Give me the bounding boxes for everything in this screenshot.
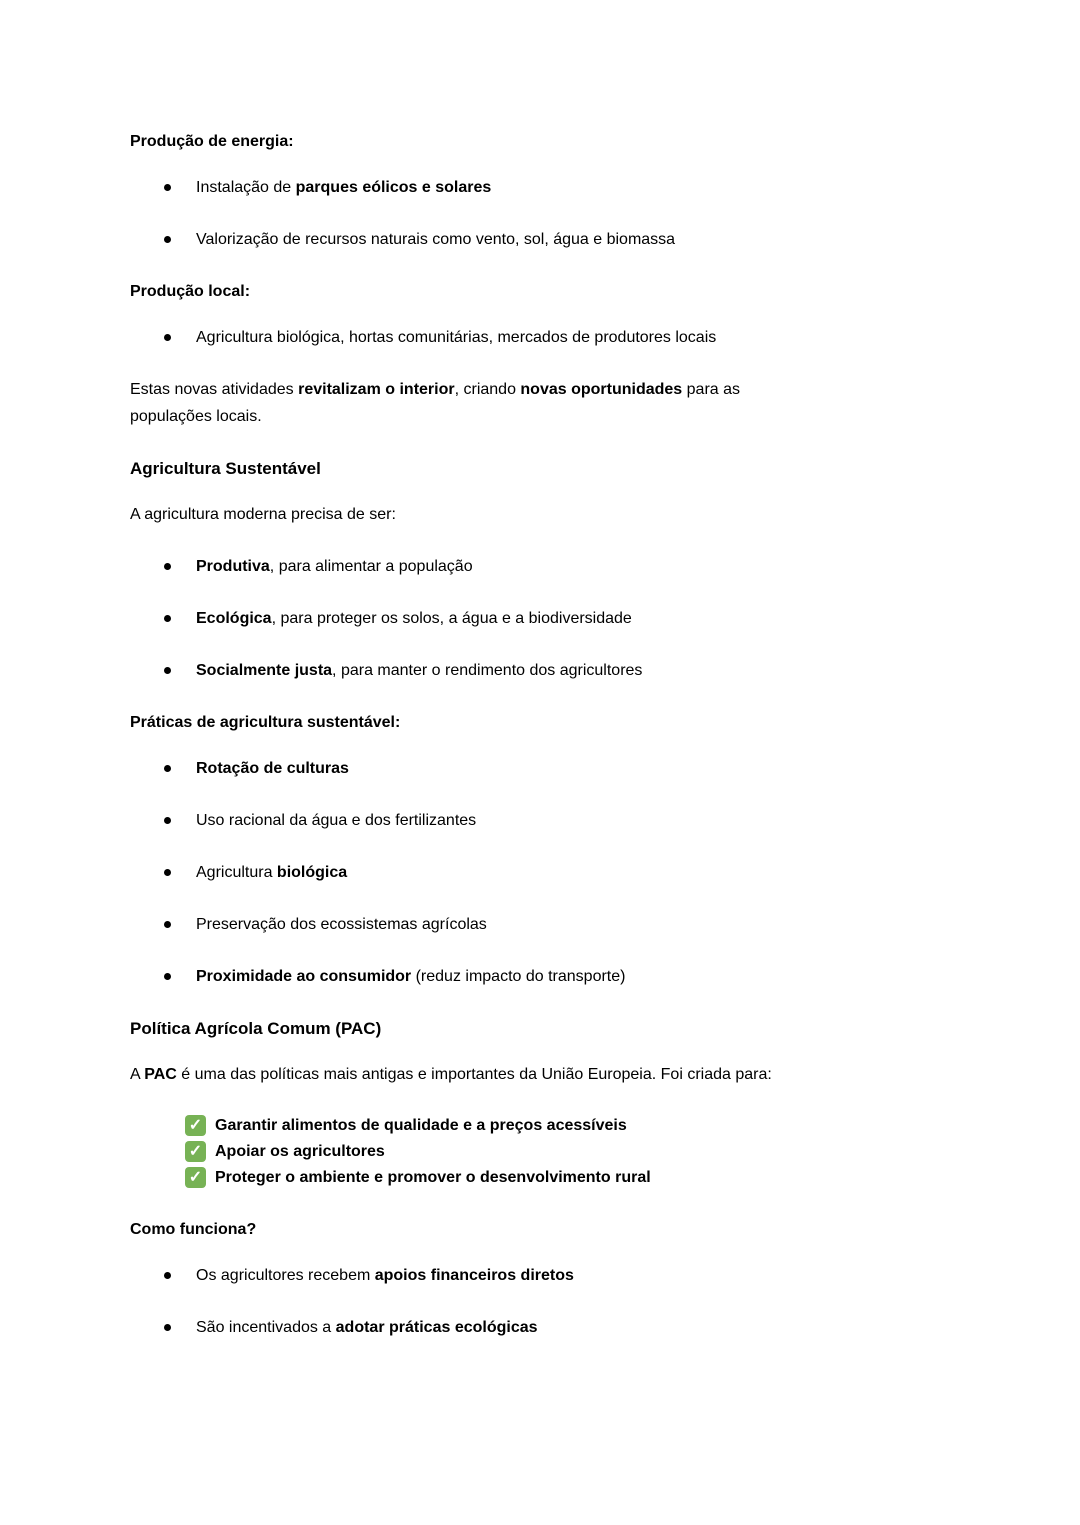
bullet-text: [196, 174, 988, 201]
bullet-instalacao-parques: [130, 174, 988, 201]
bullet-text: [196, 755, 988, 782]
text-run: A: [130, 1066, 145, 1083]
text-run: Produção local:: [130, 283, 251, 300]
text-run: Estas novas atividades: [130, 381, 299, 398]
text-run: adotar práticas ecológicas: [335, 1319, 538, 1336]
bullet-agricultura-biologica-hortas: [130, 324, 988, 351]
bullet-socialmente-justa: [130, 657, 988, 684]
text-run: biológica: [276, 864, 348, 881]
text-run: Ecológica: [196, 610, 272, 627]
bullet-text: [196, 657, 988, 684]
bullet-dot-icon: [164, 334, 171, 341]
check-list-item: [185, 1165, 988, 1191]
bullet-praticas-ecologicas: [130, 1314, 988, 1341]
heading-producao-local: [130, 278, 988, 305]
check-list-item: [185, 1139, 988, 1165]
text-run: Proximidade ao consumidor: [196, 968, 412, 985]
check-item-text: Apoiar os agricultores: [215, 1143, 385, 1160]
text-run: parques eólicos e solares: [295, 179, 492, 196]
text-run: Socialmente justa: [196, 662, 333, 679]
heading-producao-de-energia: [130, 128, 988, 155]
text-run: Uso racional da água e dos fertilizantes: [196, 812, 477, 829]
bullet-preservacao-ecossistemas: [130, 911, 988, 938]
heading-agricultura-sustentavel: [130, 455, 988, 482]
text-run: Agricultura biológica, hortas comunitárias, mercados de produtores locais: [196, 329, 717, 346]
text-run: , para alimentar a população: [269, 558, 473, 575]
check-item-text: Proteger o ambiente e promover o desenvolvimento rural: [215, 1169, 651, 1186]
text-run: Como funciona?: [130, 1221, 257, 1238]
bullet-dot-icon: [164, 1272, 171, 1279]
text-run: Instalação de: [196, 179, 296, 196]
heading-praticas-agricultura-sustentavel: [130, 709, 988, 736]
text-run: Os agricultores recebem: [196, 1267, 375, 1284]
text-run: revitalizam o interior: [298, 381, 455, 398]
paragraph-agricultura-moderna: [130, 501, 988, 528]
bullet-text: [196, 911, 988, 938]
text-run: , criando: [454, 381, 521, 398]
text-run: Política Agrícola Comum (PAC): [130, 1019, 382, 1038]
text-run: , para proteger os solos, a água e a biodiversidade: [271, 610, 632, 627]
paragraph-a-pac: [130, 1061, 988, 1088]
bullet-dot-icon: [164, 236, 171, 243]
bullet-produtiva: [130, 553, 988, 580]
text-run: , para manter o rendimento dos agricultores: [332, 662, 643, 679]
text-run: Preservação dos ecossistemas agrícolas: [196, 916, 487, 933]
bullet-dot-icon: [164, 667, 171, 674]
text-run: Valorização de recursos naturais como vento, sol, água e biomassa: [196, 231, 676, 248]
bullet-dot-icon: [164, 921, 171, 928]
text-run: Práticas de agricultura sustentável:: [130, 714, 401, 731]
text-run: (reduz impacto do transporte): [411, 968, 626, 985]
bullet-text: [196, 553, 988, 580]
bullet-text: [196, 1314, 988, 1341]
bullet-dot-icon: [164, 184, 171, 191]
heading-como-funciona: [130, 1216, 988, 1243]
text-run: PAC: [144, 1066, 177, 1083]
bullet-rotacao-culturas: [130, 755, 988, 782]
text-run: Rotação de culturas: [196, 760, 349, 777]
paragraph-estas-novas-atividades: [130, 376, 988, 430]
check-mark-button-icon: ✓: [185, 1115, 206, 1136]
check-list-item: [185, 1113, 988, 1139]
bullet-uso-racional-agua: [130, 807, 988, 834]
text-run: para as: [682, 381, 741, 398]
bullet-dot-icon: [164, 817, 171, 824]
bullet-dot-icon: [164, 973, 171, 980]
bullet-text: [196, 226, 988, 253]
text-run: Produtiva: [196, 558, 270, 575]
document-content: [130, 128, 988, 1341]
check-list-objetivos-pac: [130, 1113, 988, 1191]
text-run: é uma das políticas mais antigas e importantes da União Europeia. Foi criada para:: [176, 1066, 772, 1083]
bullet-text: [196, 324, 988, 351]
bullet-text: [196, 1262, 988, 1289]
bullet-dot-icon: [164, 615, 171, 622]
bullet-dot-icon: [164, 563, 171, 570]
bullet-ecologica: [130, 605, 988, 632]
text-run: Agricultura Sustentável: [130, 459, 321, 478]
bullet-dot-icon: [164, 869, 171, 876]
bullet-apoios-financeiros: [130, 1262, 988, 1289]
heading-politica-agricola-comum: [130, 1015, 988, 1042]
text-run: novas oportunidades: [520, 381, 683, 398]
bullet-text: [196, 605, 988, 632]
bullet-text: [196, 859, 988, 886]
bullet-dot-icon: [164, 1324, 171, 1331]
text-run: Produção de energia:: [130, 133, 294, 150]
bullet-text: [196, 807, 988, 834]
check-mark-button-icon: ✓: [185, 1141, 206, 1162]
bullet-proximidade-consumidor: [130, 963, 988, 990]
check-item-text: Garantir alimentos de qualidade e a preços acessíveis: [215, 1117, 627, 1134]
text-run: A agricultura moderna precisa de ser:: [130, 506, 396, 523]
bullet-text: [196, 963, 988, 990]
text-run: populações locais.: [130, 408, 262, 425]
bullet-dot-icon: [164, 765, 171, 772]
text-run: apoios financeiros diretos: [374, 1267, 574, 1284]
check-mark-button-icon: ✓: [185, 1167, 206, 1188]
bullet-agricultura-biologica: [130, 859, 988, 886]
text-run: Agricultura: [196, 864, 277, 881]
bullet-valorizacao-recursos: [130, 226, 988, 253]
text-run: São incentivados a: [196, 1319, 336, 1336]
